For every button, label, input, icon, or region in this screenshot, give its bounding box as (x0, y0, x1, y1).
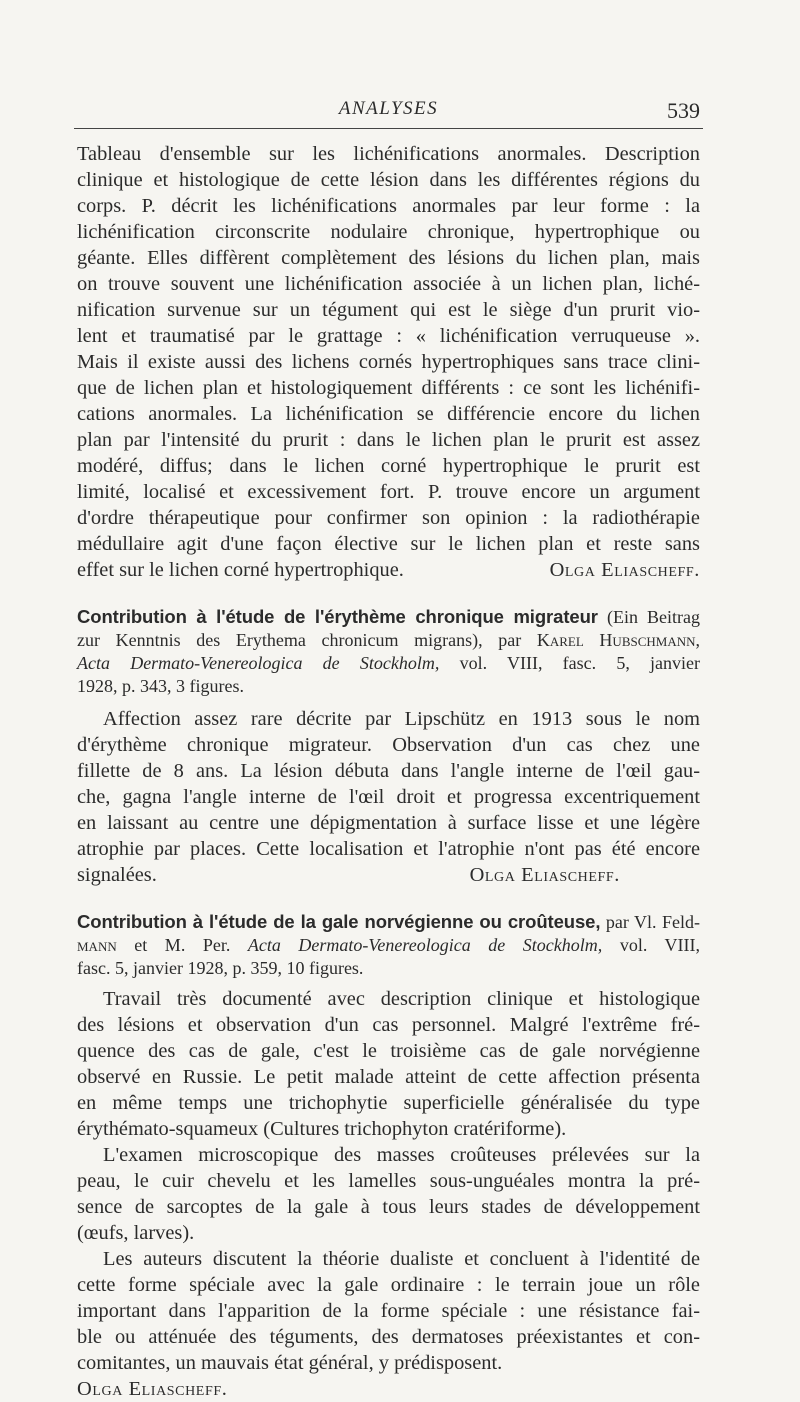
text-line: érythémato-squameux (Cultures trichophyton cratériforme). (77, 1118, 567, 1140)
text-line: modéré, diffus; dans le lichen corné hypertrophique le prurit est (77, 455, 700, 477)
text-line: Travail très documenté avec description clinique et histologique (103, 988, 700, 1010)
reference-line: Contribution à l'étude de l'érythème chronique migrateur (Ein Beitrag (77, 606, 700, 627)
journal-name: Acta Dermato-Venereologica de Stockholm, (77, 653, 440, 673)
text-line: (œufs, larves). (77, 1222, 195, 1244)
reference-line: 1928, p. 343, 3 figures. (77, 676, 244, 696)
text-line: cations anormales. La lichénification se différencie encore du lichen (77, 403, 700, 425)
text-line: en laissant au centre une dépigmentation à surface lisse et une légère (77, 812, 700, 834)
text-line: lichénification circonscrite nodulaire chronique, hypertrophique ou (77, 221, 700, 243)
page (77, 96, 700, 1402)
article-title: Contribution à l'étude de la gale norvégienne ou croûteuse, (77, 911, 601, 932)
review-gale-norvegienne (77, 910, 700, 1402)
text-line: comitantes, un mauvais état général, y prédisposent. (77, 1352, 503, 1374)
author-name: Karel Hubschmann, (536, 630, 701, 650)
journal-name: Acta Dermato-Venereologica de Stockholm, (247, 935, 603, 955)
text-line: lent et traumatisé par le grattage : « lichénification verruqueuse ». (77, 325, 700, 347)
author-signature: Olga Eliascheff. (549, 559, 700, 581)
text-line: quence des cas de gale, c'est le troisième cas de gale norvégienne (77, 1040, 700, 1062)
text-line: d'ordre thérapeutique pour confirmer son opinion : la radiothérapie (77, 507, 700, 529)
text-line: médullaire agit d'une façon élective sur le lichen plan et reste sans (77, 533, 700, 555)
text-line: cette forme spéciale avec la gale ordinaire : le terrain joue un rôle (77, 1274, 700, 1296)
author-name: mann (77, 935, 117, 955)
text-line: fillette de 8 ans. La lésion débuta dans l'angle interne de l'œil gau- (77, 760, 700, 782)
text-line: Affection assez rare décrite par Lipschütz en 1913 sous le nom (103, 708, 700, 730)
running-title: ANALYSES (338, 98, 439, 119)
text-line: Les auteurs discutent la théorie dualiste et concluent à l'identité de (103, 1248, 700, 1270)
text-line: Mais il existe aussi des lichens cornés hypertrophiques sans trace clini- (77, 351, 700, 373)
text-line: nification survenue sur un tégument qui est le siège d'un prurit vio- (77, 299, 700, 321)
text-line: atrophie par places. Cette localisation et l'atrophie n'ont pas été encore (77, 838, 700, 860)
text-line: corps. P. décrit les lichénifications anormales par leur forme : la (77, 195, 700, 217)
text-line: en même temps une trichophytie superficielle généralisée du type (77, 1092, 700, 1114)
text-line: ble ou atténuée des téguments, des dermatoses préexistantes et con- (77, 1326, 700, 1348)
text-line: observé en Russie. Le petit malade atteint de cette affection présenta (77, 1066, 700, 1088)
text-line: limité, localisé et excessivement fort. P. trouve encore un argument (77, 481, 700, 503)
text-line: des lésions et observation d'un cas personnel. Malgré l'extrême fré- (77, 1014, 700, 1036)
text-line: que de lichen plan et histologiquement différents : ce sont les lichénifi- (77, 377, 700, 399)
header-rule (74, 128, 703, 129)
text-line: géante. Elles diffèrent complètement des lésions du lichen plan, mais (77, 247, 700, 269)
reference-line: Contribution à l'étude de la gale norvégienne ou croûteuse, par Vl. Feld- (77, 911, 701, 932)
text-line: sence de sarcoptes de la gale à tous leurs stades de développement (77, 1196, 700, 1218)
signature-row (77, 862, 700, 888)
text-line: Tableau d'ensemble sur les lichénifications anormales. Description (77, 143, 700, 165)
reference-line: mann et M. Per. Acta Dermato-Venereologica de Stockholm, vol. VIII, (77, 935, 701, 955)
reference-line: Acta Dermato-Venereologica de Stockholm, vol. VIII, fasc. 5, janvier (77, 653, 701, 673)
text-line: peau, le cuir chevelu et les lamelles sous-unguéales montra la pré- (77, 1170, 700, 1192)
running-header (77, 96, 700, 126)
text-line: plan par l'intensité du prurit : dans le lichen plan le prurit est assez (77, 429, 700, 451)
text-line: signalées. (77, 864, 157, 886)
page-number: 539 (667, 98, 700, 123)
text-line: clinique et histologique de cette lésion dans les différentes régions du (77, 169, 700, 191)
reference-line: zur Kenntnis des Erythema chronicum migrans), par Karel Hubschmann, (77, 630, 701, 650)
review-lichenification (77, 141, 700, 583)
text-line: effet sur le lichen corné hypertrophique. (77, 559, 404, 581)
author-signature: Olga Eliascheff. (77, 1378, 228, 1400)
text-line: important dans l'apparition de la forme spéciale : une résistance fai- (77, 1300, 700, 1322)
text-line: d'érythème chronique migrateur. Observation d'un cas chez une (77, 734, 700, 756)
signature-row (77, 557, 700, 583)
review-erytheme-migrateur (77, 605, 700, 888)
text-line: che, gagna l'angle interne de l'œil droit et progressa excentriquement (77, 786, 700, 808)
reference-line: fasc. 5, janvier 1928, p. 359, 10 figures. (77, 958, 364, 978)
article-title: Contribution à l'étude de l'érythème chronique migrateur (77, 606, 598, 627)
text-line: L'examen microscopique des masses croûteuses prélevées sur la (103, 1144, 700, 1166)
text-line: on trouve souvent une lichénification associée à un lichen plan, liché- (77, 273, 700, 295)
author-signature: Olga Eliascheff. (469, 864, 620, 886)
